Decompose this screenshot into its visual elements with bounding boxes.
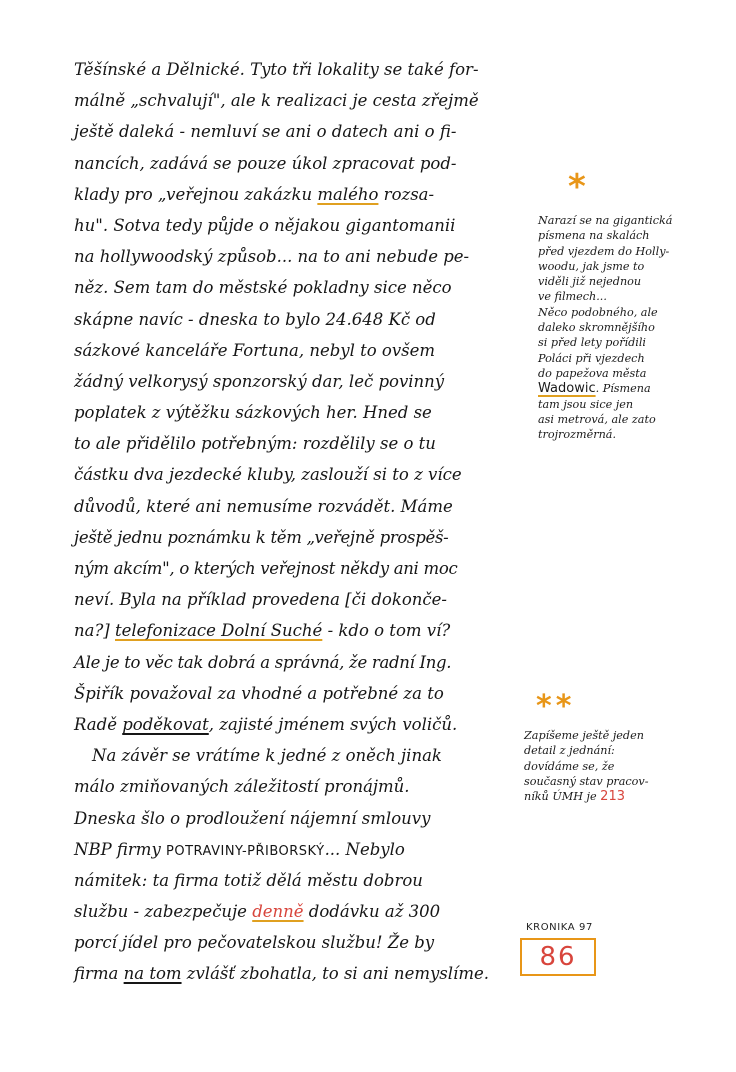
text-line: to ale přidělilo potřebným: rozdělily se o tu — [74, 434, 436, 454]
text-segment: zvlášť zbohatla, to si ani nemyslíme. — [181, 964, 489, 984]
text-segment: , zajisté jménem svých voličů. — [208, 714, 458, 734]
underlined-word: poděkovat — [122, 714, 209, 734]
text-line — [74, 896, 524, 927]
footnote-double-asterisk-icon: ** — [536, 689, 576, 724]
text-segment: na?] — [74, 621, 115, 641]
text-line: Dneska šlo o prodloužení nájemní smlouvy — [74, 808, 431, 828]
company-name: POTRAVINY-PŘIBORSKÝ — [166, 843, 325, 859]
note-line: ve filmech... — [538, 290, 607, 304]
note-line: tam jsou sice jen — [538, 397, 634, 411]
page-number: 86 — [539, 942, 577, 972]
text-segment: firma — [74, 964, 124, 984]
text-line: poplatek z výtěžku sázkových her. Hned se — [74, 403, 432, 423]
text-line: neví. Byla na příklad provedena [či dokonče- — [74, 590, 447, 610]
text-segment: klady pro „veřejnou zakázku — [74, 184, 318, 204]
text-line — [74, 834, 524, 865]
place-name: Wadowic — [538, 381, 596, 397]
chronicle-signature: KRONIKA 97 — [526, 922, 593, 933]
text-line: málo zmiňovaných záležitostí pronájmů. — [74, 777, 410, 797]
text-line: hu". Sotva tedy půjde o nějakou gigantomanii — [74, 215, 456, 235]
text-line: málně „schvalují", ale k realizaci je cesta zřejmě — [74, 91, 479, 111]
side-note-first — [538, 213, 728, 442]
text-line: skápne navíc - dneska to bylo 24.648 Kč od — [74, 309, 436, 329]
text-segment: ... Nebylo — [324, 839, 405, 859]
text-line — [74, 740, 524, 771]
underlined-phrase: telefonizace Dolní Suché — [115, 621, 323, 641]
note-line: Narazí se na gigantická — [538, 214, 673, 227]
text-line — [74, 179, 524, 210]
note-line — [538, 381, 728, 396]
side-note-second — [524, 728, 714, 804]
main-text-column — [74, 54, 524, 990]
employee-count: 213 — [600, 789, 625, 805]
footnote-asterisk-icon: * — [568, 167, 586, 207]
text-line: Ale je to věc tak dobrá a správná, že radní Ing. — [74, 652, 452, 672]
text-segment: - kdo o tom ví? — [322, 621, 451, 641]
text-line: Špiřík považoval za vhodné a potřebné za to — [74, 683, 444, 703]
text-line: na hollywoodský způsob... na to ani nebude pe- — [74, 247, 470, 267]
note-line: si před lety pořídili — [538, 336, 647, 350]
note-line: asi metrová, ale zato — [538, 412, 656, 426]
text-segment: rozsa- — [378, 184, 435, 204]
note-line: viděli již nejednou — [538, 275, 642, 289]
text-segment: NBP firmy — [74, 839, 167, 859]
underlined-word: malého — [317, 184, 379, 204]
note-line: dovídáme se, že — [524, 759, 615, 773]
underlined-word: na tom — [123, 964, 182, 984]
text-segment: . Písmena — [595, 382, 651, 396]
note-line — [524, 789, 714, 804]
text-line — [74, 615, 524, 646]
text-segment: službu - zabezpečuje — [74, 902, 253, 922]
text-segment: Na závěr se vrátíme k jedné z oněch jinak — [92, 746, 442, 766]
text-line: ným akcím", o kterých veřejnost někdy ani moc — [74, 559, 458, 578]
highlighted-word: denně — [252, 902, 304, 922]
note-line: písmena na skalách — [538, 229, 650, 243]
note-line: woodu, jak jsme to — [538, 259, 645, 273]
text-segment: níků ÚMH je — [524, 790, 601, 804]
text-line: žádný velkorysý sponzorský dar, leč povinný — [74, 371, 445, 391]
note-line: Poláci při vjezdech — [538, 351, 645, 365]
text-line: částku dva jezdecké kluby, zaslouží si to z více — [74, 465, 462, 485]
text-line: ještě jednu poznámku k těm „veřejně prospěš- — [74, 527, 449, 547]
text-line — [74, 958, 524, 989]
text-line: nancích, zadává se pouze úkol zpracovat pod- — [74, 153, 457, 173]
text-line: důvodů, které ani nemusíme rozvádět. Máme — [74, 496, 453, 516]
note-line: detail z jednání: — [524, 744, 615, 758]
note-line: současný stav pracov- — [524, 774, 649, 788]
text-line: porcí jídel pro pečovatelskou službu! Že by — [74, 933, 435, 953]
note-line: Něco podobného, ale — [538, 305, 658, 319]
text-line: něz. Sem tam do městské pokladny sice něco — [74, 278, 452, 298]
note-line: Zapíšeme ještě jeden — [524, 729, 644, 742]
text-line: sázkové kanceláře Fortuna, nebyl to ovšem — [74, 340, 436, 360]
text-segment: dodávku až 300 — [303, 902, 441, 922]
text-line: ještě daleká - nemluví se ani o datech ani o fi- — [74, 122, 457, 142]
note-line: trojrozměrná. — [538, 428, 617, 442]
text-line: námitek: ta firma totiž dělá městu dobrou — [74, 870, 423, 890]
text-line: Těšínské a Dělnické. Tyto tři lokality se také for- — [74, 60, 479, 79]
note-line: daleko skromnějšího — [538, 321, 655, 335]
page-number-box — [520, 938, 596, 976]
note-line: před vjezdem do Holly- — [538, 244, 670, 258]
text-segment: Radě — [74, 714, 123, 734]
text-line — [74, 709, 524, 740]
note-line: do papežova města — [538, 366, 647, 380]
